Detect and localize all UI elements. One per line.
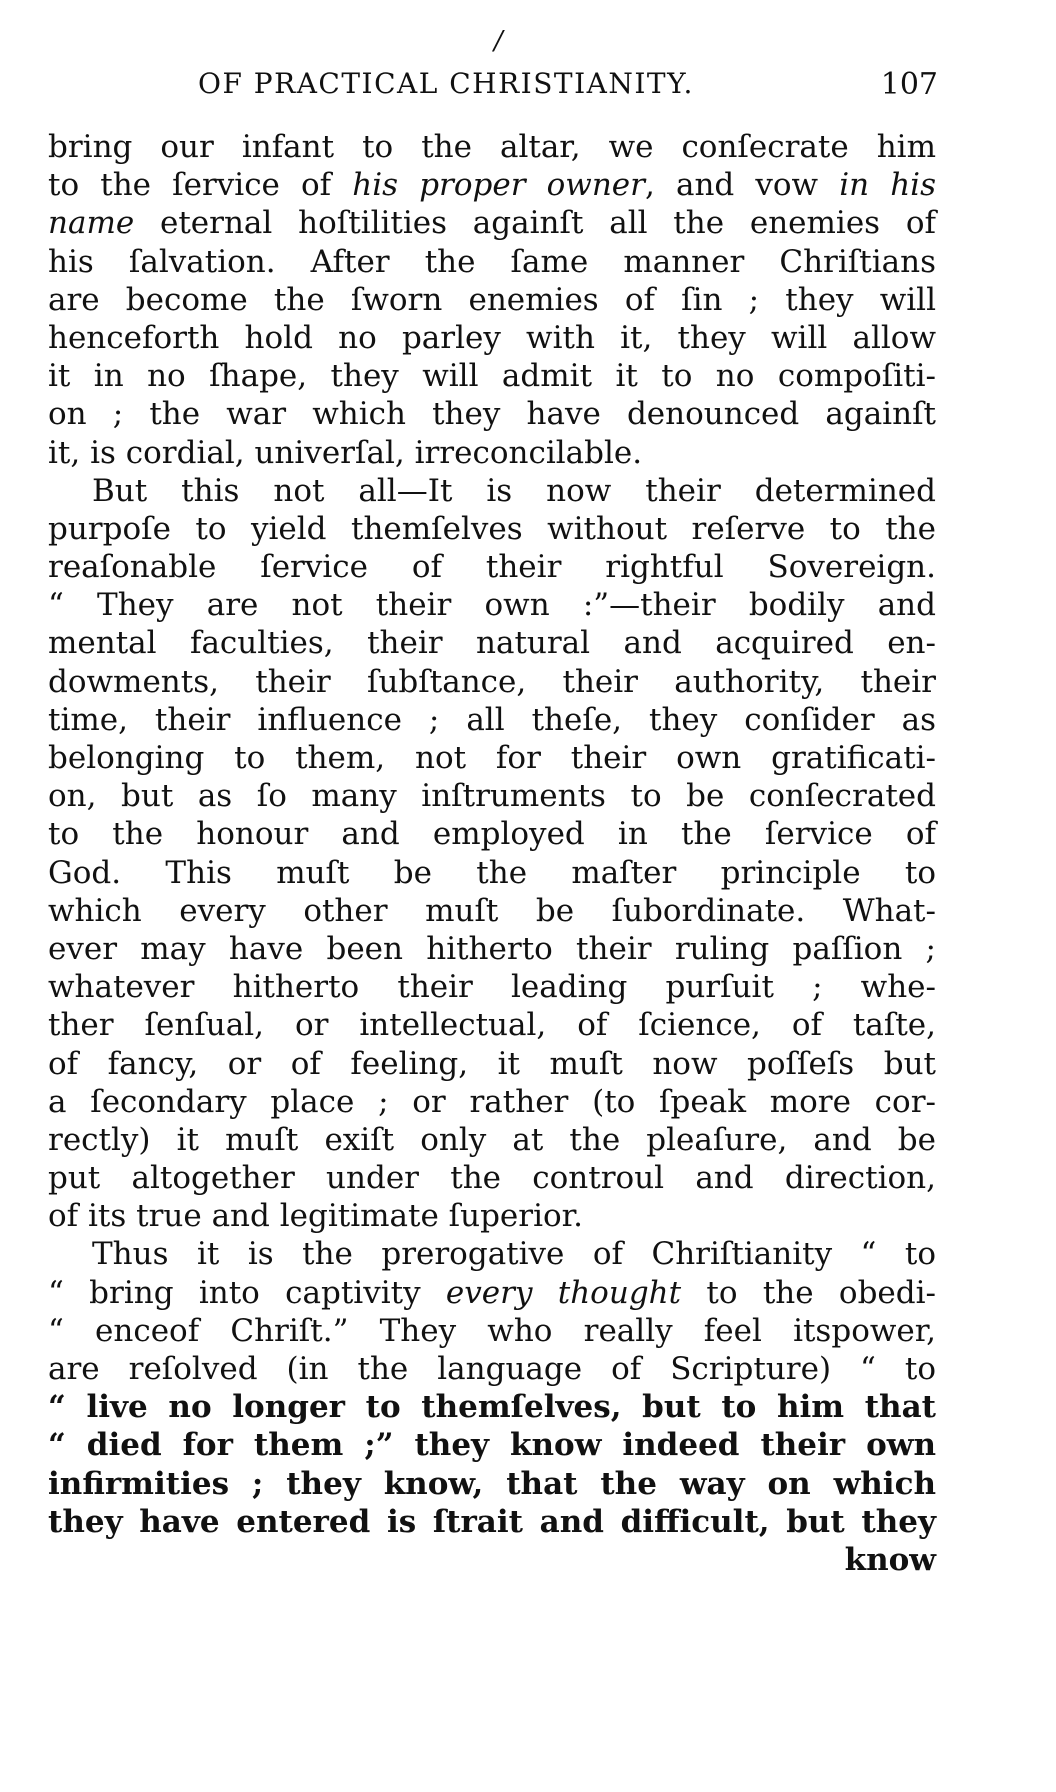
text-line: [48, 204, 936, 242]
text-segment: every thought: [445, 1274, 682, 1311]
text-line: [48, 777, 936, 815]
text-segment: on ; the war which they have denounced againſt: [48, 396, 936, 433]
text-line: [48, 930, 936, 968]
text-segment: eternal hoſtilities againſt all the enemies of: [134, 205, 936, 242]
text-segment: henceforth hold no parley with it, they will allow: [48, 319, 936, 356]
text-segment: are become the ſworn enemies of ſin ; they will: [48, 281, 936, 318]
text-segment: of its true and legitimate ſuperior.: [48, 1198, 583, 1235]
text-segment: purpoſe to yield themſelves without reſerve to the: [48, 510, 936, 547]
text-line: [48, 739, 936, 777]
catchword: know: [844, 1541, 936, 1578]
text-segment: infirmities ; they know, that the way on which: [48, 1465, 936, 1502]
text-line: [48, 663, 936, 701]
body-text: [48, 128, 936, 1579]
paragraph: [48, 128, 936, 472]
paragraph: [48, 472, 936, 1236]
text-segment: on, but as ſo many inſtruments to be conſecrated: [48, 778, 936, 815]
text-segment: “ enceof Chriſt.” They who really feel itspower,: [48, 1312, 936, 1349]
text-segment: name: [48, 205, 135, 242]
text-segment: “ They are not their own :”—their bodily and: [48, 587, 936, 624]
text-line: [48, 510, 936, 548]
text-line: [48, 1465, 936, 1503]
text-segment: are reſolved (in the language of Scripture) “ to: [48, 1351, 936, 1387]
page-number: 107: [880, 67, 938, 102]
text-line: [48, 1045, 936, 1083]
text-line: [48, 472, 936, 510]
text-line: [48, 854, 936, 892]
text-line: [48, 1312, 936, 1350]
text-line: [48, 319, 936, 357]
text-segment: of fancy, or of feeling, it muſt now poſſeſs but: [48, 1045, 936, 1082]
text-line: [48, 1197, 936, 1235]
text-segment: But this not all—It is now their determined: [92, 472, 936, 509]
text-line: [48, 1350, 936, 1388]
text-line: [48, 548, 936, 586]
text-line: [48, 586, 936, 624]
text-segment: it, is cordial, univerſal, irreconcilable.: [48, 434, 643, 471]
text-segment: mental faculties, their natural and acquired en-: [48, 625, 936, 662]
text-line: [48, 357, 936, 395]
text-segment: his proper owner: [352, 167, 645, 204]
text-line: [48, 1235, 936, 1273]
text-segment: to the ſervice of: [48, 167, 353, 204]
text-segment: dowments, their ſubſtance, their authority, their: [48, 663, 936, 700]
text-segment: it in no ſhape, they will admit it to no compoſiti-: [48, 358, 936, 395]
text-line: [48, 1274, 936, 1312]
text-line: [48, 1006, 936, 1044]
text-segment: ther ſenſual, or intellectual, of ſcience, of taſte,: [48, 1007, 936, 1044]
text-line: [48, 128, 936, 166]
text-line: [48, 1083, 936, 1121]
text-line: [48, 624, 936, 662]
text-segment: bring our infant to the altar, we conſecrate him: [48, 129, 936, 165]
text-line: [48, 395, 936, 433]
text-line: [48, 166, 936, 204]
text-line: [48, 1159, 936, 1197]
text-line: [48, 1121, 936, 1159]
text-segment: reaſonable ſervice of their rightful Sovereign.: [48, 549, 936, 586]
text-segment: Thus it is the prerogative of Chriſtianity “ to: [92, 1236, 936, 1273]
text-segment: belonging to them, not for their own gratificati-: [48, 740, 936, 776]
text-segment: to the obedi-: [681, 1274, 936, 1311]
top-ink-mark: /: [494, 26, 503, 56]
text-segment: to the honour and employed in the ſervice of: [48, 816, 936, 853]
text-line: [48, 1426, 936, 1464]
text-segment: “ died for them ;” they know indeed their own: [48, 1427, 936, 1464]
text-segment: whatever hitherto their leading purſuit ; whe-: [48, 969, 936, 1006]
text-segment: his ſalvation. After the ſame manner Chriſtians: [48, 243, 936, 280]
text-line: [48, 701, 936, 739]
paragraph: [48, 1235, 936, 1541]
text-segment: rectly) it muſt exiſt only at the pleaſure, and be: [48, 1121, 936, 1158]
text-line: [48, 281, 936, 319]
running-title: OF PRACTICAL CHRISTIANITY.: [198, 67, 694, 100]
text-line: [48, 434, 936, 472]
text-line: [48, 892, 936, 930]
text-segment: “ live no longer to themſelves, but to him that: [48, 1389, 936, 1426]
text-line: [48, 1388, 936, 1426]
text-segment: in his: [839, 167, 936, 204]
text-segment: time, their influence ; all theſe, they conſider as: [48, 701, 936, 738]
text-line: [48, 968, 936, 1006]
text-segment: , and vow: [644, 167, 840, 204]
text-segment: a ſecondary place ; or rather (to ſpeak more cor-: [48, 1083, 936, 1120]
text-segment: which every other muſt be ſubordinate. What-: [48, 892, 936, 929]
text-segment: ever may have been hitherto their ruling paſſion ;: [48, 930, 936, 967]
text-segment: they have entered is ſtrait and difficult, but they: [48, 1503, 936, 1540]
text-line: [48, 1503, 936, 1541]
text-segment: God. This muſt be the maſter principle to: [48, 854, 936, 891]
text-segment: “ bring into captivity: [48, 1274, 446, 1311]
text-segment: put altogether under the controul and direction,: [48, 1160, 936, 1197]
text-line: [48, 815, 936, 853]
text-line: [48, 243, 936, 281]
